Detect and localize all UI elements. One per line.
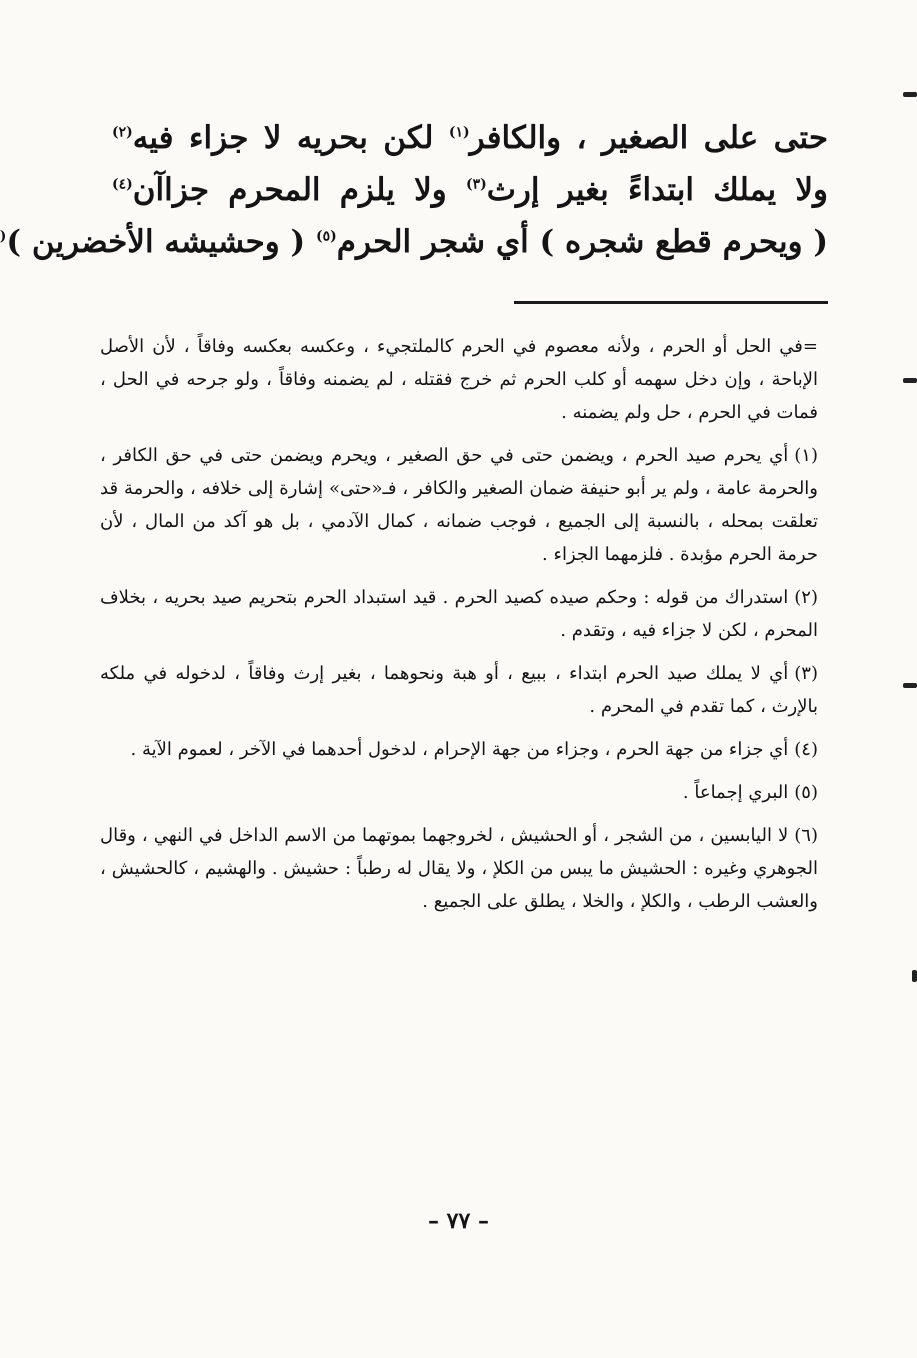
- footnote-ref: (٤): [112, 176, 133, 193]
- main-line-1: [112, 112, 828, 164]
- main-line-3: [0, 216, 828, 268]
- footnote-ref: (٥): [316, 228, 337, 245]
- scan-edge-mark: [903, 378, 917, 383]
- footnote-1: [100, 439, 818, 571]
- footnote-text: أي جزاء من جهة الحرم ، وجزاء من جهة الإحرام ، لدخول أحدهما في الآخر ، لعموم الآية .: [130, 739, 789, 760]
- footnote-number: (٥): [794, 782, 818, 803]
- footnote-text: =في الحل أو الحرم ، ولأنه معصوم في الحرم كالملتجيء ، وعكسه بعكسه وفاقاً ، لأن الأصل الإباحة ، وإن دخل سهمه أو كلب الحرم ثم خرج فقتله ، لم يضمنه وفاقاً ، ولو جرحه في الحل ، فمات في الحرم ، حل ولم يضمنه .: [100, 336, 818, 423]
- main-line-2: [112, 164, 828, 216]
- main-line-text: حتى على الصغير ، والكافر: [469, 120, 828, 156]
- footnote-number: (٢): [794, 587, 818, 608]
- footnote-ref: (: [0, 228, 7, 245]
- footnote-text: استدراك من قوله : وحكم صيده كصيد الحرم . قيد استبداد الحرم بتحريم صيد بحريه ، بخلاف المحرم ، لكن لا جزاء فيه ، وتقدم .: [100, 587, 818, 641]
- footnote-separator: [514, 301, 828, 304]
- footnote-ref: (٣): [465, 176, 487, 193]
- main-line-text: ( ويحرم قطع شجره ) أي شجر الحرم: [336, 224, 828, 260]
- main-text: [0, 112, 828, 268]
- footnote-ref: (٢): [112, 124, 133, 141]
- main-line-text: لكن بحريه لا جزاء فيه: [132, 120, 449, 156]
- footnote-text: البري إجماعاً .: [682, 782, 789, 803]
- footnote-5: [100, 776, 818, 809]
- footnote-3: [100, 657, 818, 723]
- footnote-text: أي لا يملك صيد الحرم ابتداء ، ببيع ، أو هبة ونحوهما ، بغير إرث وفاقاً ، لدخوله في ملكه بالإرث ، كما تقدم في المحرم .: [100, 663, 818, 717]
- footnote-number: (٣): [794, 663, 818, 684]
- page-number: – ٧٧ –: [428, 1208, 489, 1234]
- footnote-number: (٤): [794, 739, 818, 760]
- footnote-number: (١): [794, 445, 818, 466]
- main-line-text: ( وحشيشه الأخضرين ): [6, 224, 317, 260]
- footnote-ref: (١): [448, 124, 470, 141]
- scan-edge-mark: [912, 970, 917, 982]
- footnote-number: (٦): [794, 825, 818, 846]
- footnote-4: [100, 733, 818, 766]
- scan-edge-mark: [903, 92, 917, 97]
- footnote-continuation: [100, 330, 818, 429]
- footnotes: [100, 330, 818, 928]
- main-line-text: ولا يملك ابتداءً بغير إرث: [486, 172, 828, 208]
- footnote-text: أي يحرم صيد الحرم ، ويضمن حتى في حق الصغير ، ويحرم ويضمن حتى في حق الكافر ، والحرمة عامة ، ولم ير أبو حنيفة ضمان الصغير والكافر ، فـ«حتى» إشارة إلى خلافه ، والحرمة قد تعلقت بمحله ، بالنسبة إلى الجميع ، فوجب ضمانه ، كمال الآدمي ، بل هو آكد من المال ، لأن حرمة الحرم مؤبدة . فلزمهما الجزاء .: [100, 445, 818, 565]
- scan-edge-mark: [903, 683, 917, 688]
- footnote-2: [100, 581, 818, 647]
- main-line-text: ولا يلزم المحرم جزاآن: [132, 172, 466, 208]
- footnote-6: [100, 819, 818, 918]
- footnote-text: لا اليابسين ، من الشجر ، أو الحشيش ، لخروجهما بموتهما من الاسم الداخل في النهي ، وقال الجوهري وغيره : الحشيش ما يبس من الكلإ ، ولا يقال له رطباً : حشيش . والهشيم ، كالحشيش ، والعشب الرطب ، والكلإ ، والخلا ، يطلق على الجميع .: [100, 825, 818, 912]
